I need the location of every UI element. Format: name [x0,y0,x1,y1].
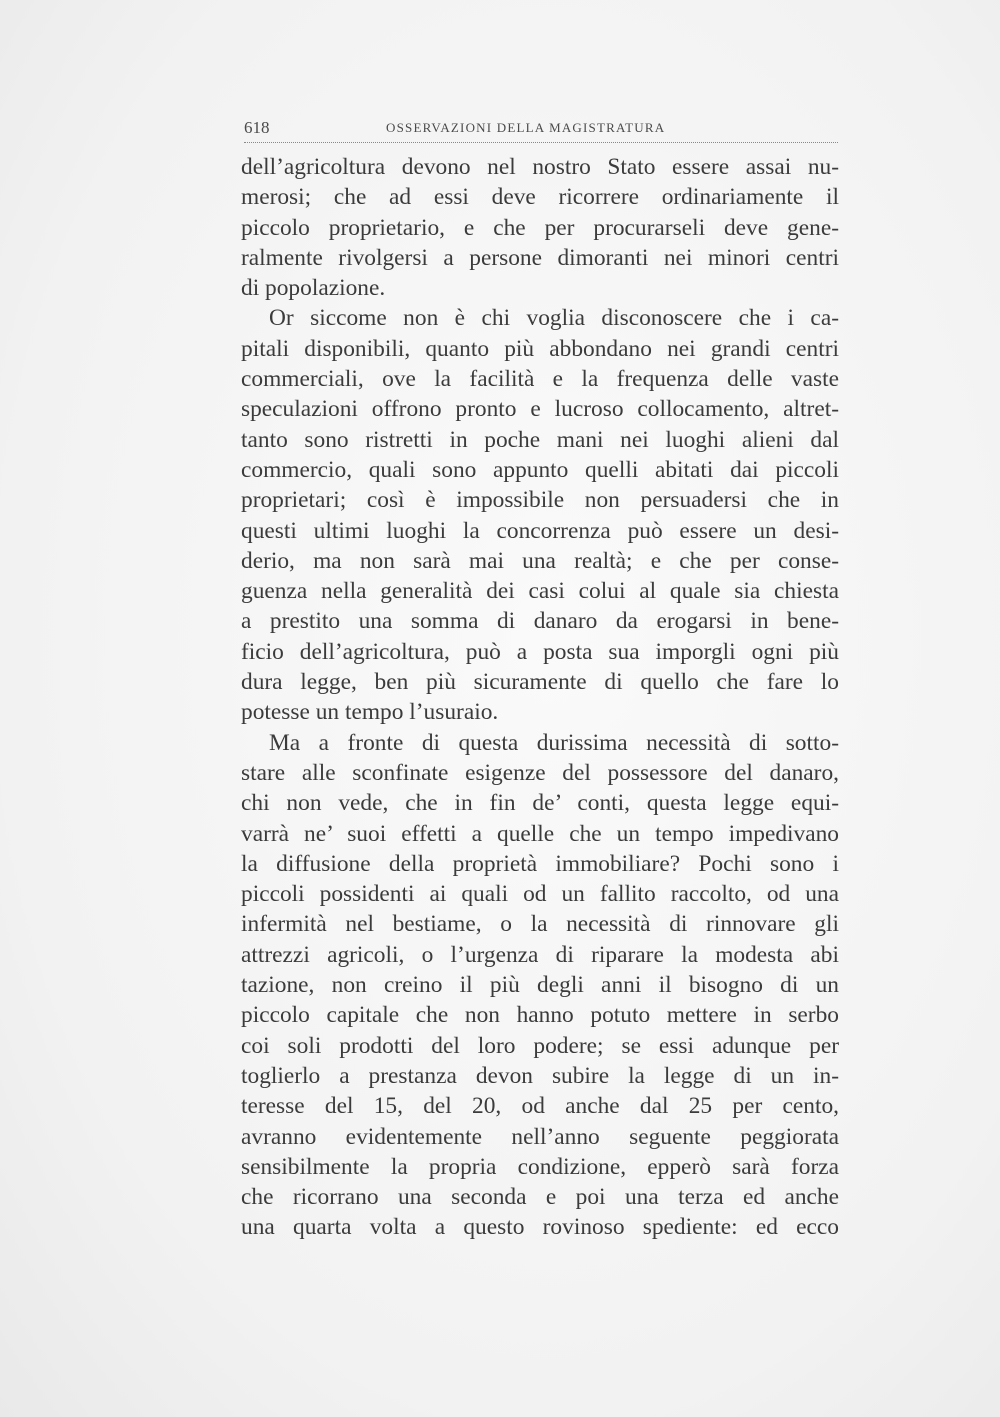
text-line: potesse un tempo l’usuraio. [241,699,499,726]
text-line: sensibilmente la propria condizione, epperò sarà forza [241,1153,839,1180]
text-line: derio, ma non sarà mai una realtà; e che per conse- [241,547,839,574]
text-line: dura legge, ben più sicuramente di quello che fare lo [241,669,839,696]
text-line: speculazioni offrono pronto e lucroso collocamento, altret- [241,396,839,423]
text-line: a prestito una somma di danaro da erogarsi in bene- [241,608,839,635]
text-line: teresse del 15, del 20, od anche dal 25 per cento, [241,1093,839,1120]
text-line: ficio dell’agricoltura, può a posta sua imporgli ogni più [241,638,839,665]
text-line: stare alle sconfinate esigenze del possessore del danaro, [241,759,839,786]
text-line: avranno evidentemente nell’anno seguente peggiorata [241,1123,839,1150]
text-line: tazione, non creino il più degli anni il bisogno di un [241,972,839,999]
text-line: coi soli prodotti del loro podere; se essi adunque per [241,1032,839,1059]
text-line: pitali disponibili, quanto più abbondano nei grandi centri [241,335,839,362]
text-line: dell’agricoltura devono nel nostro Stato essere assai nu- [241,154,839,180]
text-line: varrà ne’ suoi effetti a quelle che un tempo impedivano [241,820,839,847]
text-line: piccoli possidenti ai quali od un fallito raccolto, od una [241,881,839,908]
text-line: attrezzi agricoli, o l’urgenza di riparare la modesta abi [241,941,839,968]
running-head [244,118,838,143]
text-line: guenza nella generalità dei casi colui al quale sia chiesta [241,578,839,605]
text-line: toglierlo a prestanza devon subire la legge di un in- [241,1062,839,1089]
text-line: tanto sono ristretti in poche mani nei luoghi alieni dal [241,426,839,453]
text-line: piccolo capitale che non hanno potuto mettere in serbo [241,1002,839,1029]
text-line: di popolazione. [241,275,386,302]
text-line: merosi; che ad essi deve ricorrere ordinariamente il [241,184,839,211]
text-line: piccolo proprietario, e che per procurarseli deve gene- [241,214,839,241]
paragraph-start-line: Or siccome non è chi voglia disconoscere che i ca- [269,305,839,332]
text-line: ralmente rivolgersi a persone dimoranti nei minori centri [241,244,839,271]
running-title: OSSERVAZIONI DELLA MAGISTRATURA [386,120,666,135]
text-line: commerciali, ove la facilità e la frequenza delle vaste [241,366,839,393]
text-line: proprietari; così è impossibile non persuadersi che in [241,487,839,514]
text-line: questi ultimi luoghi la concorrenza può essere un desi- [241,517,839,544]
text-line: la diffusione della proprietà immobiliare? Pochi sono i [241,850,839,877]
text-line: che ricorrano una seconda e poi una terza ed anche [241,1184,839,1211]
text-line: commercio, quali sono appunto quelli abitati dai piccoli [241,456,839,483]
text-line: infermità nel bestiame, o la necessità di rinnovare gli [241,911,839,938]
body-text [241,152,839,1243]
paragraph-start-line: Ma a fronte di questa durissima necessità di sotto- [269,729,839,756]
text-line: una quarta volta a questo rovinoso spediente: ed ecco [241,1214,839,1241]
page-number: 618 [244,118,270,137]
text-line: chi non vede, che in fin de’ conti, questa legge equi- [241,790,839,817]
